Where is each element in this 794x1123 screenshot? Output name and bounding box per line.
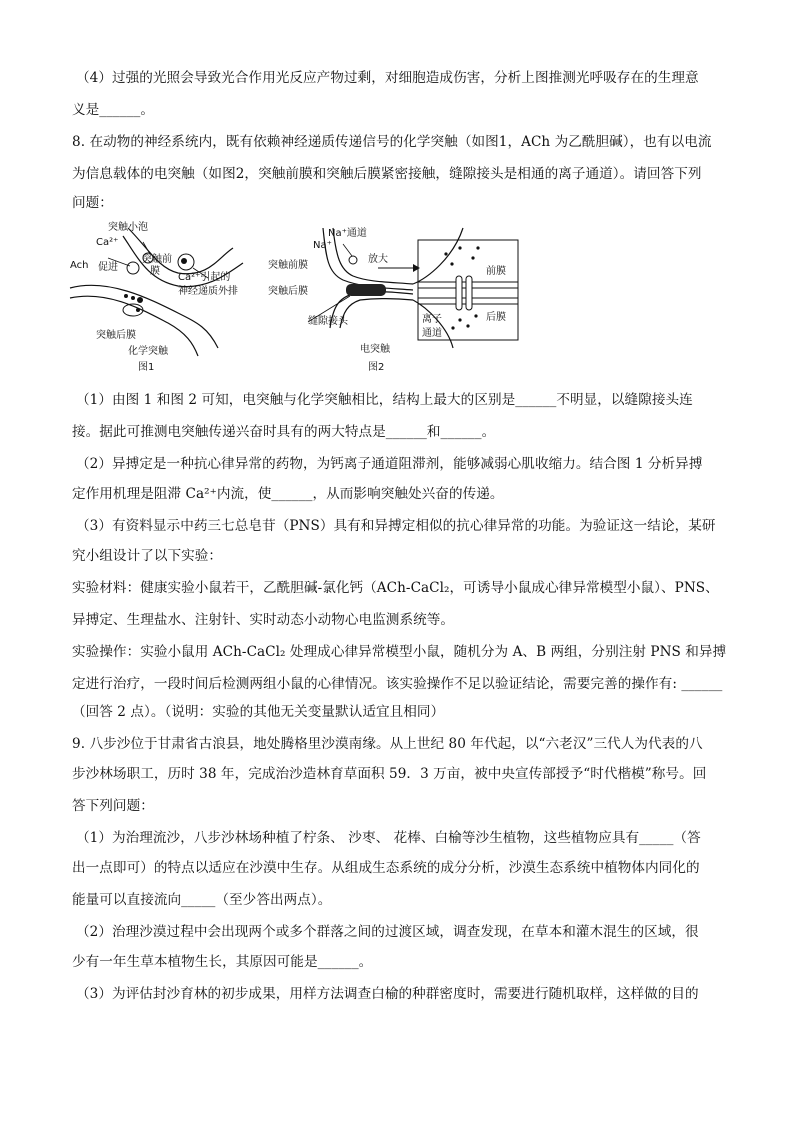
q8-3-materials-line2: 异搏定、生理盐水、注射针、实时动态小动物心电监测系统等。 <box>72 612 455 628</box>
label-pre-membrane: 突触前 <box>142 254 172 265</box>
label-na: Na⁺ <box>313 240 332 251</box>
synapse-figure <box>68 218 728 378</box>
q8-2-line1: （2）异搏定是一种抗心律异常的药物，为钙离子通道阻滞剂，能够减弱心肌收缩力。结合图 1 分析异搏 <box>76 456 703 472</box>
label-channel: 通道 <box>422 328 442 339</box>
q9-1-line1: （1）为治理流沙，八步沙林场种植了柠条、 沙枣、 花棒、白榆等沙生植物，这些植物应具有_____（答 <box>76 830 701 846</box>
q8-2-line2: 定作用机理是阻滞 Ca²⁺内流，使______，从而影响突触处兴奋的传递。 <box>72 486 504 502</box>
q9-1-line2: 出一点即可）的特点以适应在沙漠中生存。从组成生态系统的成分分析，沙漠生态系统中植物体内同化的 <box>72 860 700 876</box>
q9-stem-line2: 步沙林场职工，历时 38 年，完成治沙造林育草面积 59．3 万亩，被中央宣传部授予“时代楷模”称号。回 <box>72 766 707 782</box>
q9-2-line2: 少有一年生草本植物生长，其原因可能是______。 <box>72 954 373 970</box>
q8-stem-line1: 8. 在动物的神经系统内，既有依赖神经递质传递信号的化学突触（如图1，ACh 为乙酰胆碱），也有以电流 <box>72 134 712 150</box>
q8-1-line1: （1）由图 1 和图 2 可知，电突触与化学突触相比，结构上最大的区别是______不明显，以缝隙接头连 <box>76 392 693 408</box>
label-na-channel: Na⁺通道 <box>328 228 367 239</box>
figure-1-caption: 图1 <box>138 362 155 373</box>
label-box-post: 后膜 <box>486 312 506 323</box>
q9-stem-line1: 9. 八步沙位于甘肃省古浪县，地处腾格里沙漠南缘。从上世纪 80 年代起，以“六老汉”三代人为代表的八 <box>72 736 703 752</box>
label-fig2-pre: 突触前膜 <box>268 260 308 271</box>
label-vesicle: 突触小泡 <box>108 222 148 233</box>
label-ion: 离子 <box>422 314 442 325</box>
figure-2-electrical-synapse <box>268 226 518 373</box>
q8-3-operation-line2: 定进行治疗，一段时间后检测两组小鼠的心律情况。该实验操作不足以验证结论，需要完善的操作有: ______ <box>72 676 723 692</box>
q7-4-line1: （4）过强的光照会导致光合作用光反应产物过剩，对细胞造成伤害，分析上图推测光呼吸存在的生理意 <box>76 70 699 86</box>
q8-1-line2: 接。据此可推测电突触传递兴奋时具有的两大特点是______和______。 <box>72 424 496 440</box>
q8-3-line1: （3）有资料显示中药三七总皂苷（PNS）具有和异搏定相似的抗心律异常的功能。为验证这一结论，某研 <box>76 518 716 534</box>
q8-3-materials-line1: 实验材料：健康实验小鼠若干，乙酰胆碱-氯化钙（ACh-CaCl₂，可诱导小鼠成心律异常模型小鼠）、PNS、 <box>72 580 719 596</box>
q9-3-line1: （3）为评估封沙育林的初步成果，用样方法调查白榆的种群密度时，需要进行随机取样，这样做的目的 <box>76 986 699 1002</box>
label-ca-note-2: 神经递质外排 <box>178 286 238 297</box>
figure-1-chemical-synapse <box>70 220 243 373</box>
q7-4-line2: 义是______。 <box>72 102 155 118</box>
label-zoom: 放大 <box>368 254 388 265</box>
q8-stem-line2: 为信息载体的电突触（如图2，突触前膜和突触后膜紧密接触，缝隙接头是相通的离子通道）。请回答下列 <box>72 166 702 182</box>
label-ach: Ach <box>70 260 89 271</box>
label-fig2-post: 突触后膜 <box>268 286 308 297</box>
q8-3-line2: 究小组设计了以下实验： <box>72 548 223 564</box>
q9-1-line3: 能量可以直接流向_____（至少答出两点）。 <box>72 892 332 908</box>
label-box-pre: 前膜 <box>486 266 506 277</box>
label-ca-note: Ca²⁺引起的 <box>178 272 231 283</box>
q9-2-line1: （2）治理沙漠过程中会出现两个或多个群落之间的过渡区域，调查发现，在草本和灌木混生的区域，很 <box>76 924 699 940</box>
label-post-membrane: 突触后膜 <box>96 330 136 341</box>
q8-stem-line3: 问题： <box>72 195 113 211</box>
q9-stem-line3: 答下列问题： <box>72 798 154 814</box>
figure-2-caption: 图2 <box>368 362 385 373</box>
label-pre-membrane-2: 膜 <box>150 266 160 277</box>
label-gap-junction: 缝隙接头 <box>308 316 348 327</box>
label-ca: Ca²⁺ <box>96 237 119 248</box>
label-elec-synapse: 电突触 <box>360 344 390 355</box>
q8-3-operation-line1: 实验操作：实验小鼠用 ACh-CaCl₂ 处理成心律异常模型小鼠，随机分为 A、B 两组，分别注射 PNS 和异搏 <box>72 644 727 660</box>
label-promote: 促进 <box>98 262 118 273</box>
q8-3-operation-line3: （回答 2 点）。（说明：实验的其他无关变量默认适宜且相同） <box>72 704 445 720</box>
label-chem-synapse: 化学突触 <box>128 346 168 357</box>
